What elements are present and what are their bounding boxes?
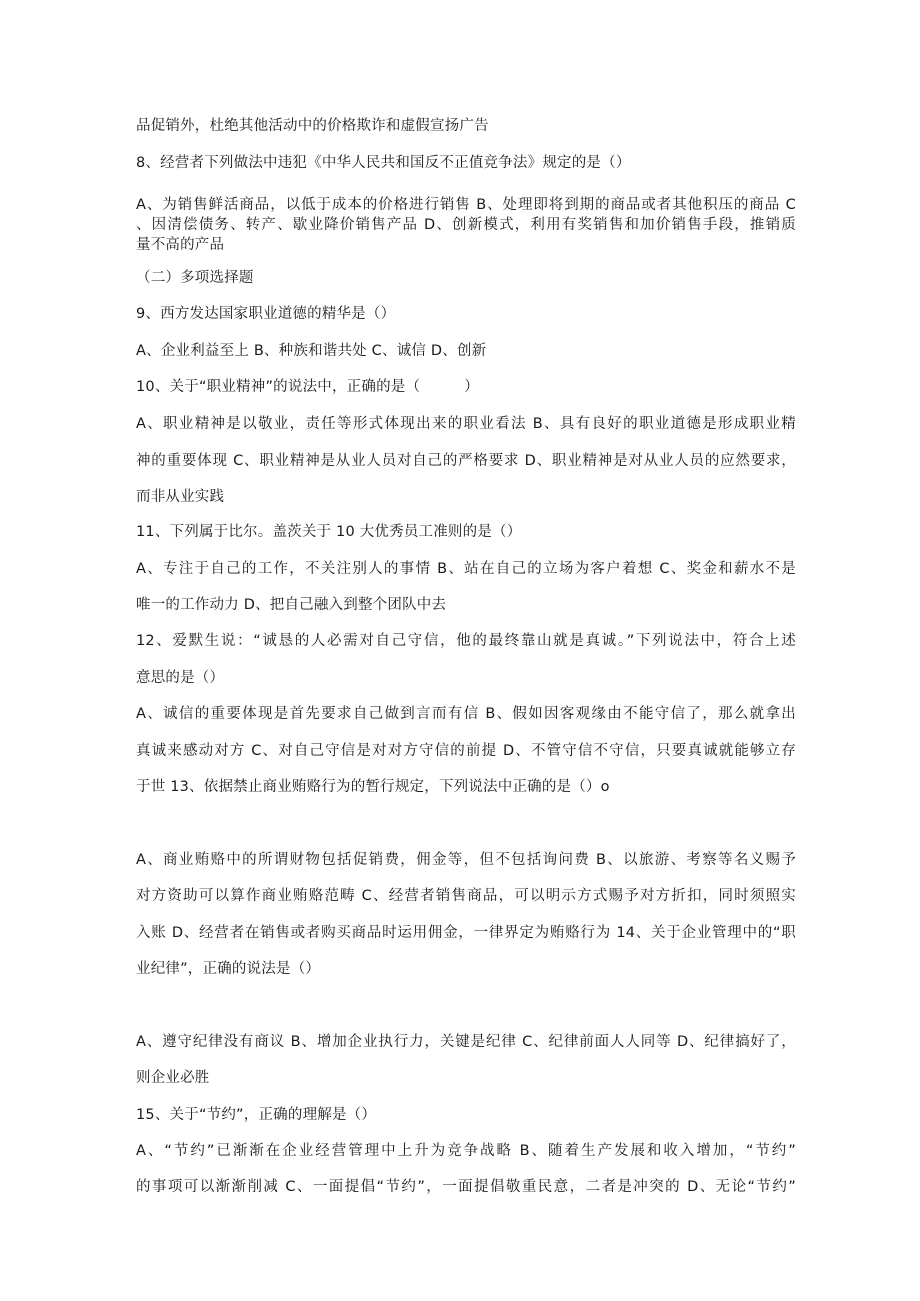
question-10: 10、关于“职业精神”的说法中，正确的是（ ） <box>136 379 479 395</box>
question-8: 8、经营者下列做法中违犯《中华人民共和国反不正值竞争法》规定的是（） <box>136 155 631 171</box>
question-10-options-line-2: 神的重要体现 C、职业精神是从业人员对自己的严格要求 D、职业精神是对从业人员的应然要求， <box>136 453 796 469</box>
question-12-options-line-3-and-question-13: 于世 13、依据禁止商业贿赂行为的暂行规定，下列说法中正确的是（）o <box>136 779 610 795</box>
question-12-line-2: 意思的是（） <box>136 670 225 686</box>
question-11-options-line-2: 唯一的工作动力 D、把自己融入到整个团队中去 <box>136 597 447 613</box>
question-13-options-line-3-and-question-14: 入账 D、经营者在销售或者购买商品时运用佣金，一律界定为贿赂行为 14、关于企业管理中的“职 <box>136 925 796 941</box>
question-8-options-line-2: 、因清偿债务、转产、歇业降价销售产品 D、创新模式，利用有奖销售和加价销售手段，推销质 <box>136 217 796 233</box>
question-15-options-line-2: 的事项可以渐渐削减 C、一面提倡“节约”，一面提倡敬重民意，二者是冲突的 D、无论“节约” <box>136 1179 796 1195</box>
question-15-options-line-1: A、“节约”已渐渐在企业经营管理中上升为竞争战略 B、随着生产发展和收入增加，“节约” <box>136 1143 796 1159</box>
question-14-line-2: 业纪律”，正确的说法是（） <box>136 961 321 977</box>
question-13-options-line-2: 对方资助可以算作商业贿赂范畴 C、经营者销售商品，可以明示方式赐予对方折扣，同时须照实 <box>136 888 796 904</box>
question-9: 9、西方发达国家职业道德的精华是（） <box>136 306 396 322</box>
question-15: 15、关于“节约”，正确的理解是（） <box>136 1107 377 1123</box>
question-14-options-line-2: 则企业必胜 <box>136 1070 210 1086</box>
question-8-options-line-3: 量不高的产品 <box>136 237 225 253</box>
question-14-options-line-1: A、遵守纪律没有商议 B、增加企业执行力，关键是纪律 C、纪律前面人人同等 D、纪律搞好了， <box>136 1034 796 1050</box>
question-11-options-line-1: A、专注于自己的工作，不关注别人的事情 B、站在自己的立场为客户着想 C、奖金和薪水不是 <box>136 561 796 577</box>
text-line-continuation: 品促销外，杜绝其他活动中的价格欺诈和虚假宣扬广告 <box>136 118 489 134</box>
question-12-line-1: 12、爱默生说：“诚恳的人必需对自己守信，他的最终靠山就是真诚。”下列说法中，符合上述 <box>136 633 796 649</box>
section-heading-multiple-choice: （二）多项选择题 <box>136 270 254 286</box>
question-10-options-line-1: A、职业精神是以敬业，责任等形式体现出来的职业看法 B、具有良好的职业道德是形成职业精 <box>136 416 796 432</box>
question-12-options-line-1: A、诚信的重要体现是首先要求自己做到言而有信 B、假如因客观缘由不能守信了，那么就拿出 <box>136 706 796 722</box>
question-11: 11、下列属于比尔。盖茨关于 10 大优秀员工准则的是（） <box>136 524 522 540</box>
question-13-options-line-1: A、商业贿赂中的所谓财物包括促销费，佣金等，但不包括询问费 B、以旅游、考察等名义赐予 <box>136 852 796 868</box>
question-12-options-line-2: 真诚来感动对方 C、对自己守信是对对方守信的前提 D、不管守信不守信，只要真诚就能够立存 <box>136 743 796 759</box>
question-8-options-line-1: A、为销售鲜活商品，以低于成本的价格进行销售 B、处理即将到期的商品或者其他积压的商品 C <box>136 197 796 213</box>
question-10-options-line-3: 而非从业实践 <box>136 489 225 505</box>
question-9-options: A、企业利益至上 B、种族和谐共处 C、诚信 D、创新 <box>136 343 487 359</box>
